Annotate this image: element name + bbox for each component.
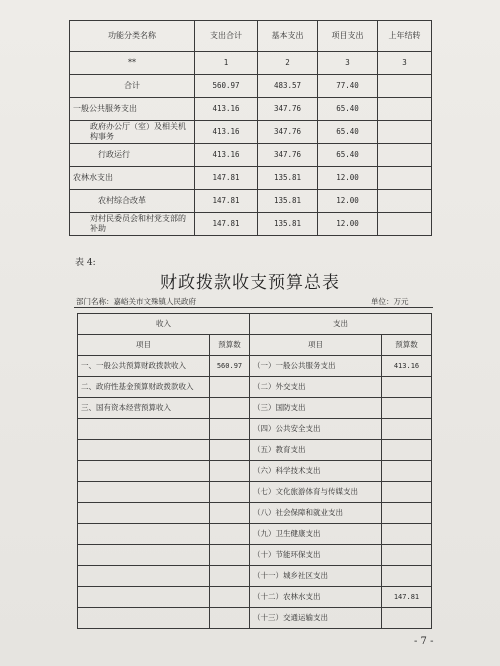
table-row (78, 377, 432, 398)
table-label: 表 4: (75, 258, 96, 268)
income-item (78, 482, 210, 503)
row-project: 77.40 (318, 75, 378, 98)
header-cell: 支出合计 (195, 21, 258, 52)
expense-item: （十一）城乡社区支出 (250, 566, 382, 587)
table-header-row (70, 21, 432, 52)
expense-item: （十二）农林水支出 (250, 587, 382, 608)
table-row (70, 213, 432, 236)
column-header-row (78, 335, 432, 356)
income-item: 一、一般公共预算财政拨款收入 (78, 356, 210, 377)
income-item (78, 440, 210, 461)
income-value (210, 461, 250, 482)
income-value: 560.97 (210, 356, 250, 377)
income-value (210, 398, 250, 419)
row-name: 农村综合改革 (70, 190, 195, 213)
budget-summary-table (77, 313, 432, 629)
table-row (78, 482, 432, 503)
expense-item: （五）教育支出 (250, 440, 382, 461)
income-item (78, 524, 210, 545)
table-row (78, 440, 432, 461)
row-name: 行政运行 (70, 144, 195, 167)
expense-item: （六）科学技术支出 (250, 461, 382, 482)
income-value (210, 503, 250, 524)
row-total: 413.16 (195, 98, 258, 121)
expense-value: 413.16 (382, 356, 432, 377)
income-item (78, 608, 210, 629)
row-total: 147.81 (195, 167, 258, 190)
row-project: 12.00 (318, 213, 378, 236)
table-row (78, 587, 432, 608)
expense-value (382, 440, 432, 461)
table-row (70, 98, 432, 121)
row-basic: 135.81 (258, 190, 318, 213)
row-project: 65.40 (318, 144, 378, 167)
row-basic: 347.76 (258, 144, 318, 167)
row-basic: 347.76 (258, 98, 318, 121)
header-cell: 基本支出 (258, 21, 318, 52)
income-item: 三、国有资本经营预算收入 (78, 398, 210, 419)
expense-item: （四）公共安全支出 (250, 419, 382, 440)
income-item (78, 587, 210, 608)
row-name: 农林水支出 (70, 167, 195, 190)
expense-item-header: 项目 (250, 335, 382, 356)
row-carry (378, 75, 432, 98)
row-carry (378, 121, 432, 144)
table-row (70, 190, 432, 213)
row-total: 147.81 (195, 190, 258, 213)
income-item (78, 503, 210, 524)
row-carry (378, 98, 432, 121)
income-value (210, 419, 250, 440)
table-row (78, 461, 432, 482)
table-row (78, 419, 432, 440)
row-basic: 483.57 (258, 75, 318, 98)
row-basic: 135.81 (258, 213, 318, 236)
row-total: 413.16 (195, 144, 258, 167)
row-carry (378, 144, 432, 167)
row-name: 一般公共服务支出 (70, 98, 195, 121)
income-value (210, 524, 250, 545)
income-item (78, 545, 210, 566)
row-total: 147.81 (195, 213, 258, 236)
expense-item: （二）外交支出 (250, 377, 382, 398)
page-number: - 7 - (414, 636, 434, 647)
income-item (78, 419, 210, 440)
row-basic: 347.76 (258, 121, 318, 144)
row-basic: 135.81 (258, 167, 318, 190)
expense-item: （九）卫生健康支出 (250, 524, 382, 545)
expense-item: （十三）交通运输支出 (250, 608, 382, 629)
table-row (70, 144, 432, 167)
income-item (78, 566, 210, 587)
row-project: 65.40 (318, 98, 378, 121)
table-row (78, 545, 432, 566)
header-cell: 上年结转 (378, 21, 432, 52)
income-value (210, 440, 250, 461)
expense-value (382, 503, 432, 524)
department-name: 部门名称：嘉峪关市文殊镇人民政府 (76, 297, 196, 306)
table-row (78, 524, 432, 545)
expense-item: （十）节能环保支出 (250, 545, 382, 566)
row-total: 560.97 (195, 75, 258, 98)
header-cell: 项目支出 (318, 21, 378, 52)
expense-item: （三）国防支出 (250, 398, 382, 419)
table-row (70, 167, 432, 190)
table-row (70, 75, 432, 98)
expense-value (382, 566, 432, 587)
row-carry (378, 213, 432, 236)
expense-value (382, 545, 432, 566)
code-cell: 2 (258, 52, 318, 75)
row-carry (378, 190, 432, 213)
header-cell: 功能分类名称 (70, 21, 195, 52)
unit-label: 单位：万元 (371, 297, 409, 306)
row-name: 政府办公厅（室）及相关机构事务 (70, 121, 195, 144)
income-value (210, 545, 250, 566)
row-project: 65.40 (318, 121, 378, 144)
expense-value (382, 482, 432, 503)
table-row (78, 608, 432, 629)
code-cell: 3 (318, 52, 378, 75)
divider (74, 307, 433, 308)
code-cell: ** (70, 52, 195, 75)
expense-item: （七）文化旅游体育与传媒支出 (250, 482, 382, 503)
income-value (210, 608, 250, 629)
expense-value (382, 419, 432, 440)
section-header-row (78, 314, 432, 335)
expense-value: 147.81 (382, 587, 432, 608)
table-title: 财政拨款收支预算总表 (160, 273, 340, 293)
expense-header: 支出 (250, 314, 432, 335)
expense-value (382, 608, 432, 629)
expense-value (382, 398, 432, 419)
table-row (78, 398, 432, 419)
income-value (210, 377, 250, 398)
row-name: 对村民委员会和村党支部的补助 (70, 213, 195, 236)
table-row (70, 121, 432, 144)
table-row (78, 566, 432, 587)
expense-value (382, 461, 432, 482)
row-project: 12.00 (318, 167, 378, 190)
income-header: 收入 (78, 314, 250, 335)
row-carry (378, 167, 432, 190)
income-budget-header: 预算数 (210, 335, 250, 356)
row-total: 413.16 (195, 121, 258, 144)
income-value (210, 566, 250, 587)
expense-budget-header: 预算数 (382, 335, 432, 356)
income-item-header: 项目 (78, 335, 210, 356)
expense-item: （一）一般公共服务支出 (250, 356, 382, 377)
income-item: 二、政府性基金预算财政拨款收入 (78, 377, 210, 398)
code-cell: 1 (195, 52, 258, 75)
table-row (78, 356, 432, 377)
income-value (210, 482, 250, 503)
income-item (78, 461, 210, 482)
code-cell: 3 (378, 52, 432, 75)
row-project: 12.00 (318, 190, 378, 213)
income-value (210, 587, 250, 608)
table-row (78, 503, 432, 524)
code-row (70, 52, 432, 75)
expenditure-by-function-table (69, 20, 432, 236)
expense-value (382, 377, 432, 398)
expense-item: （八）社会保障和就业支出 (250, 503, 382, 524)
row-name: 合计 (70, 75, 195, 98)
expense-value (382, 524, 432, 545)
